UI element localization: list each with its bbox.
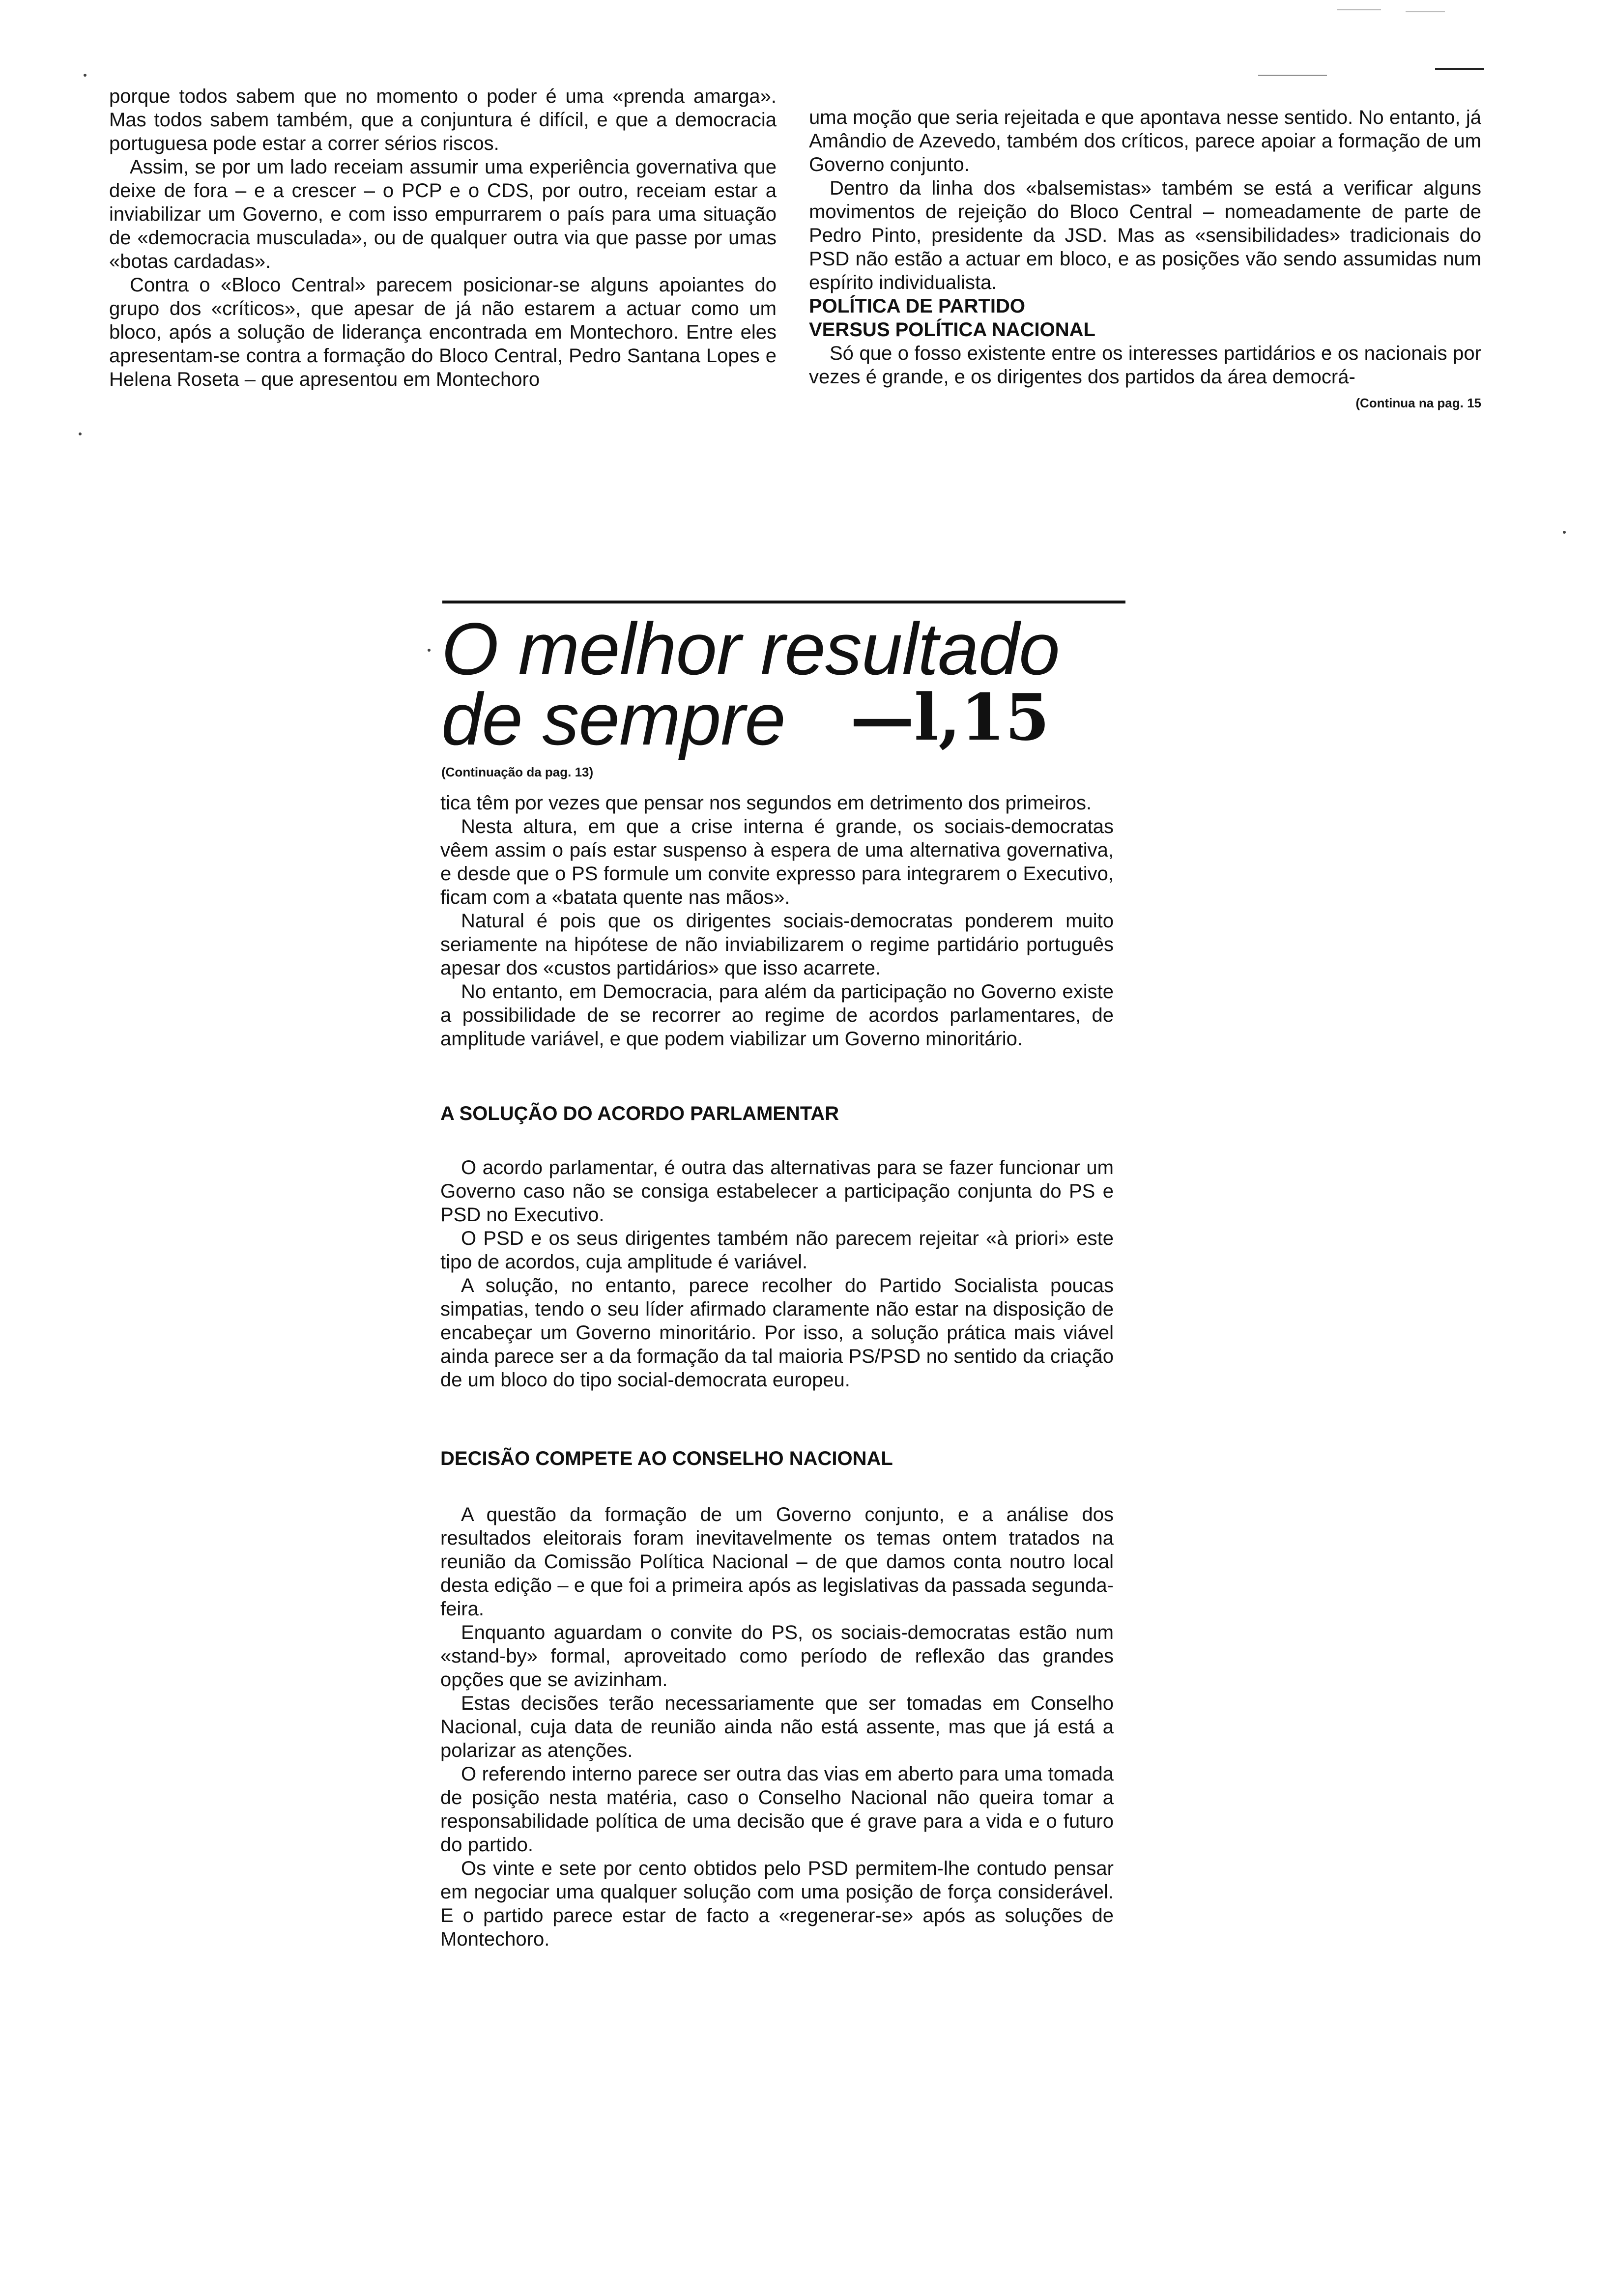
section-title: DECISÃO COMPETE AO CONSELHO NACIONAL — [440, 1448, 893, 1469]
scan-mark — [1258, 75, 1327, 76]
paragraph: O acordo parlamentar, é outra das alternativas para se fazer funcionar um Governo caso não se consiga estabelecer a participação conjunta do PS e PSD no Executivo. — [440, 1157, 1114, 1226]
paragraph: Nesta altura, em que a crise interna é grande, os sociais-democratas vêem assim o país estar suspenso à espera de uma alternativa governativa, e desde que o PS formule um convite expresso para integrarem o Executivo, ficam com a «batata quente nas mãos». — [440, 816, 1114, 908]
paragraph: Dentro da linha dos «balsemistas» também se está a verificar alguns movimentos de rejeição do Bloco Central – nomeadamente de parte de Pedro Pinto, presidente da JSD. Mas as «sensibilidades» tradicionais do PSD não estão a actuar em bloco, e as posições vão sendo assumidas num espírito individualista. — [809, 177, 1481, 293]
subheading: POLÍTICA DE PARTIDO — [809, 295, 1025, 317]
handwritten-page-note: —l,15 — [850, 680, 1050, 755]
paragraph: Assim, se por um lado receiam assumir uma experiência governativa que deixe de fora – e a crescer – o PCP e o CDS, por outro, receiam estar a inviabilizar um Governo, e com isso empurrarem o país para uma situação de «democracia musculada», ou de qualquer outra via que passe por umas «botas cardadas». — [109, 156, 777, 272]
section-title: A SOLUÇÃO DO ACORDO PARLAMENTAR — [440, 1103, 839, 1124]
speck — [79, 432, 82, 435]
continuacao-note: (Continuação da pag. 13) — [441, 765, 594, 779]
headline-line1: O melhor resultado — [441, 607, 1060, 690]
subheading: VERSUS POLÍTICA NACIONAL — [809, 319, 1095, 341]
continua-note: (Continua na pag. 15 — [1355, 396, 1481, 410]
speck — [1563, 531, 1566, 534]
top-left-column — [109, 85, 777, 391]
paragraph: tica têm por vezes que pensar nos segundos em detrimento dos primeiros. — [440, 792, 1092, 814]
paragraph: Os vinte e sete por cento obtidos pelo PSD permitem-lhe contudo pensar em negociar uma qualquer solução com uma posição de força considerável. E o partido parece estar de facto a «regenerar-se» após as soluções de Montechoro. — [440, 1858, 1114, 1950]
paragraph: O PSD e os seus dirigentes também não parecem rejeitar «à priori» este tipo de acordos, cuja amplitude é variável. — [440, 1228, 1114, 1273]
paragraph: Contra o «Bloco Central» parecem posicionar-se alguns apoiantes do grupo dos «críticos», que apesar de já não estarem a actuar como um bloco, após a solução de liderança encontrada em Montechoro. Entre eles apresentam-se contra a formação do Bloco Central, Pedro Santana Lopes e Helena Roseta – que apresentou em Montechoro — [109, 274, 777, 390]
paragraph: A questão da formação de um Governo conjunto, e a análise dos resultados eleitorais foram inevitavelmente os temas ontem tratados na reunião da Comissão Política Nacional – de que damos conta noutro local desta edição – e que foi a primeira após as legislativas da passada segunda-feira. — [440, 1504, 1114, 1620]
speck — [84, 74, 86, 77]
paragraph: Natural é pois que os dirigentes sociais-democratas ponderem muito seriamente na hipótese de não inviabilizarem o regime partidário português apesar dos «custos partidários» que isso acarrete. — [440, 910, 1114, 979]
article-body — [440, 791, 1114, 1951]
headline-line2: de sempre — [441, 678, 785, 760]
scan-mark — [1406, 11, 1445, 12]
paragraph: A solução, no entanto, parece recolher do Partido Socialista poucas simpatias, tendo o seu líder afirmado claramente não estar na disposição de encabeçar um Governo minoritário. Por isso, a solução prática mais viável ainda parece ser a da formação da tal maioria PS/PSD no sentido da criação de um bloco do tipo social-democrata europeu. — [440, 1275, 1114, 1391]
paragraph: Enquanto aguardam o convite do PS, os sociais-democratas estão num «stand-by» formal, aproveitado como período de reflexão das grandes opções que se avizinham. — [440, 1622, 1114, 1691]
paragraph: No entanto, em Democracia, para além da participação no Governo existe a possibilidade de se recorrer ao regime de acordos parlamentares, de amplitude variável, e que podem viabilizar um Governo minoritário. — [440, 981, 1114, 1050]
scan-mark — [1337, 9, 1381, 10]
paragraph: Estas decisões terão necessariamente que ser tomadas em Conselho Nacional, cuja data de reunião ainda não está assente, mas que já está a polarizar as atenções. — [440, 1693, 1114, 1761]
top-right-column — [809, 106, 1481, 411]
headline-rule — [442, 601, 1125, 603]
speck — [428, 649, 431, 652]
paragraph: porque todos sabem que no momento o poder é uma «prenda amarga». Mas todos sabem também, que a conjuntura é difícil, e que a democracia portuguesa pode estar a correr sérios riscos. — [109, 86, 777, 154]
paragraph: Só que o fosso existente entre os interesses partidários e os nacionais por vezes é grande, e os dirigentes dos partidos da área democrá- — [809, 343, 1481, 388]
paragraph: uma moção que seria rejeitada e que apontava nesse sentido. No entanto, já Amândio de Azevedo, também dos críticos, parece apoiar a formação de um Governo conjunto. — [809, 107, 1481, 175]
scan-mark — [1435, 68, 1484, 70]
paragraph: O referendo interno parece ser outra das vias em aberto para uma tomada de posição nesta matéria, caso o Conselho Nacional não queira tomar a responsabilidade política de uma decisão que é grave para a vida e o futuro do partido. — [440, 1763, 1114, 1856]
